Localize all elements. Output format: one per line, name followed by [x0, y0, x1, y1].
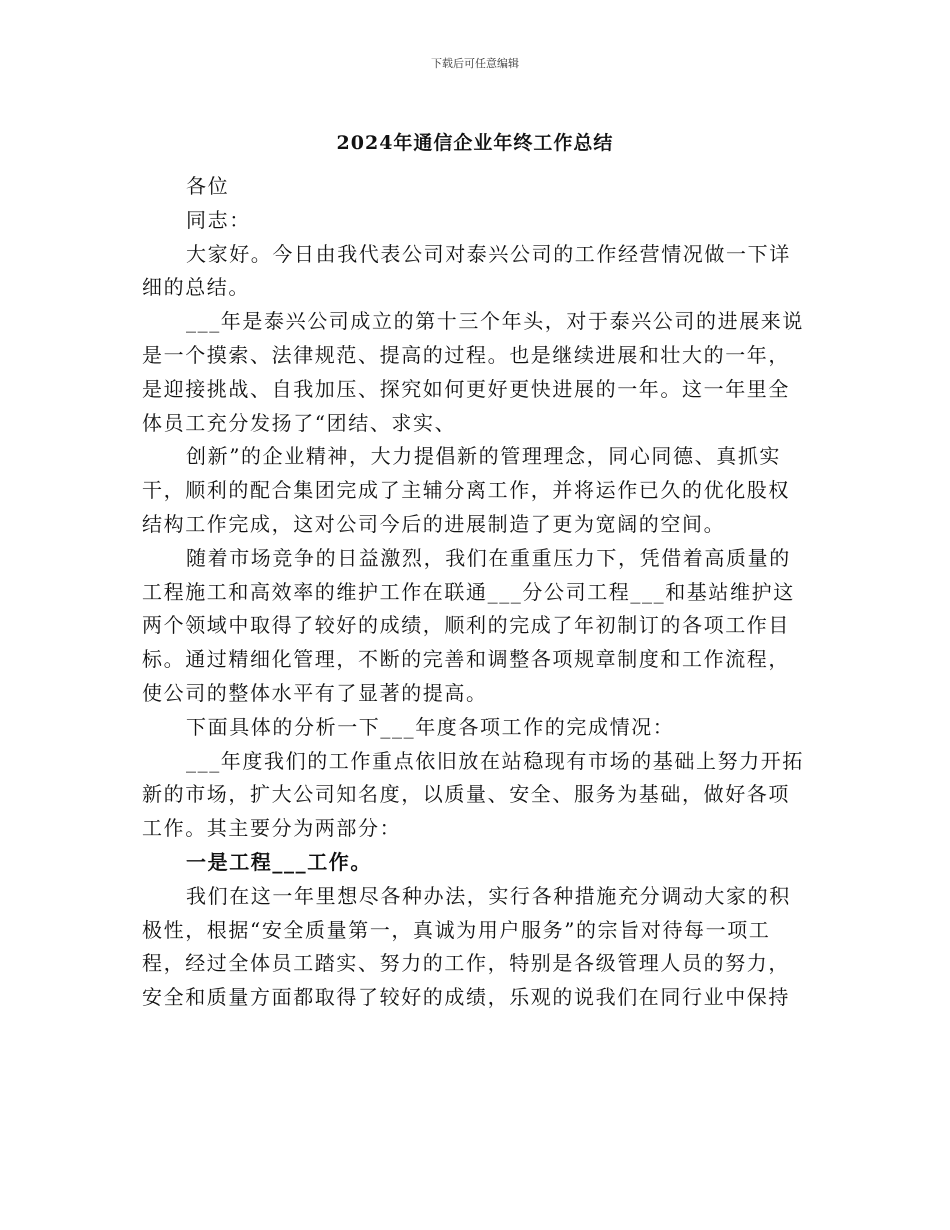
paragraph-year-overview: ___年是泰兴公司成立的第十三个年头，对于泰兴公司的进展来说是一个摸索、法律规范、提高的过程。也是继续进展和壮大的一年，是迎接挑战、自我加压、探究如何更好更快进展的一年。这一年里全体员工充分发扬了“团结、求实、 — [142, 309, 804, 435]
section-heading-engineering: 一是工程___工作。 — [186, 849, 372, 874]
document-body — [142, 170, 810, 1015]
paragraph-work-focus: ___年度我们的工作重点依旧放在站稳现有市场的基础上努力开拓新的市场，扩大公司知名度，以质量、安全、服务为基础，做好各项工作。其主要分为两部分： — [142, 748, 804, 841]
salutation-line-2: 同志： — [186, 207, 251, 232]
paragraph-engineering-work: 我们在这一年里想尽各种办法，实行各种措施充分调动大家的积极性，根据“安全质量第一，真诚为用户服务”的宗旨对待每一项工程，经过全体员工踏实、努力的工作，特别是各级管理人员的努力，安全和质量方面都取得了较好的成绩，乐观的说我们在同行业中保持 — [142, 883, 791, 1010]
paragraph-analysis-intro: 下面具体的分析一下___年度各项工作的完成情况： — [186, 714, 675, 739]
header-note: 下载后可任意编辑 — [431, 57, 519, 70]
paragraph-market-competition: 随着市场竞争的日益激烈，我们在重重压力下，凭借着高质量的工程施工和高效率的维护工作在联通___分公司工程___和基站维护这两个领域中取得了较好的成绩，顺利的完成了年初制订的各项工作目标。通过精细化管理，不断的完善和调整各项规章制度和工作流程，使公司的整体水平有了显著的提高。 — [142, 545, 795, 705]
salutation-line-1: 各位 — [186, 174, 230, 198]
document-title: 2024年通信企业年终工作总结 — [336, 132, 614, 154]
paragraph-greeting: 大家好。今日由我代表公司对泰兴公司的工作经营情况做一下详细的总结。 — [142, 241, 791, 300]
paragraph-enterprise-spirit: 创新”的企业精神，大力提倡新的管理理念，同心同德、真抓实干，顺利的配合集团完成了主辅分离工作，并将运作已久的优化股权结构工作完成，这对公司今后的进展制造了更为宽阔的空间。 — [142, 444, 790, 536]
